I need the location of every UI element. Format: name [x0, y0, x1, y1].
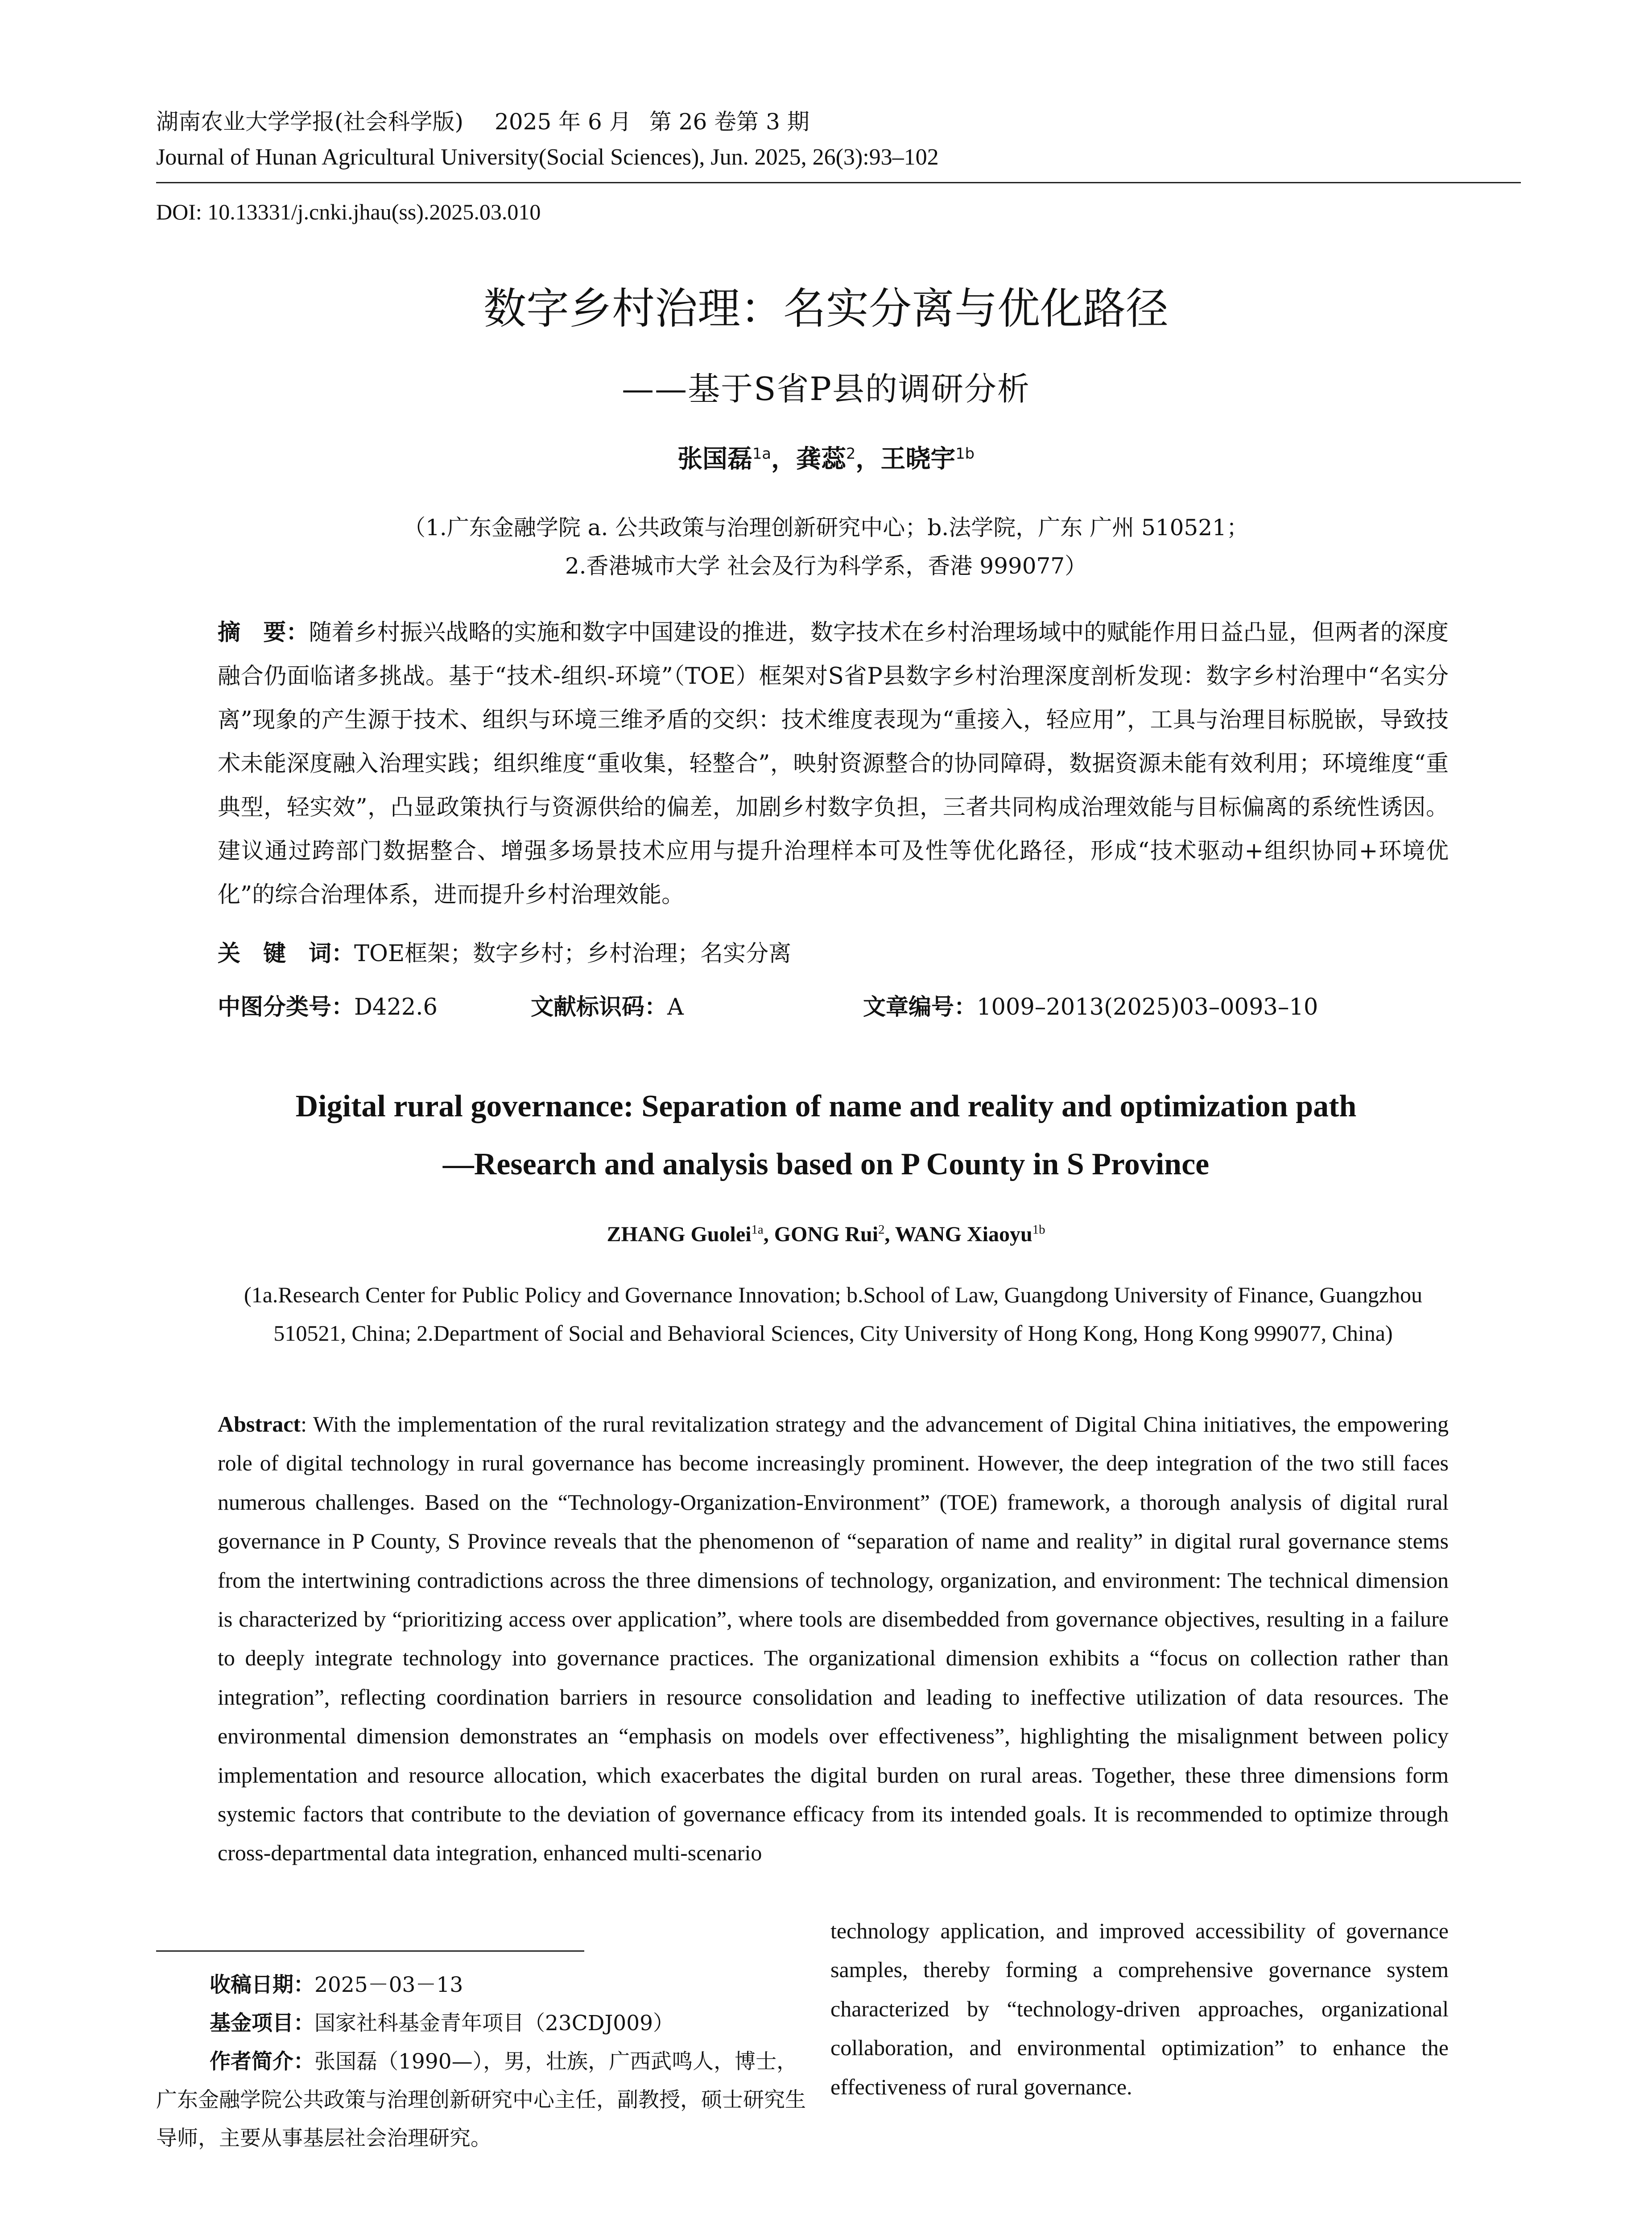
- author-en-name-0: ZHANG Guolei: [607, 1222, 752, 1246]
- article-number-label: 文章编号：: [863, 994, 977, 1020]
- author-en-affiliation-mark-0: 1a: [751, 1222, 764, 1237]
- page-subtitle-en: —Research and analysis based on P County in S Province: [442, 1147, 1210, 1181]
- header-divider: [156, 182, 1521, 183]
- footnote-author: [156, 2043, 807, 2158]
- author-bio-label: 作者简介：: [210, 2049, 314, 2074]
- page-title-cn: 数字乡村治理：名实分离与优化路径: [483, 284, 1169, 334]
- affiliation-en: (1a.Research Center for Public Policy and Governance Innovation; b.School of Law, Guangdong University of Finance, Guangzhou 510521, China; 2.Department of Social and Behavioral Sciences, City University of Hong Kong, Hong Kong 999077, China): [244, 1282, 1422, 1346]
- abstract-en: [218, 1405, 1449, 1873]
- article-number-row: [863, 987, 1318, 1028]
- author-cn-affiliation-mark-1: 2: [846, 445, 856, 463]
- author-cn-separator-1: ，: [855, 445, 881, 474]
- affiliation-cn-line-2: 2.香港城市大学 社会及行为科学系，香港 999077）: [565, 553, 1087, 579]
- footnote-divider: [156, 1950, 584, 1952]
- authors-cn: [0, 442, 1652, 477]
- fund-label: 基金项目：: [210, 2011, 314, 2036]
- author-en-separator-0: ,: [763, 1222, 774, 1246]
- abstract-en-continued: technology application, and improved accessibility of governance samples, thereby forming a comprehensive governance system characterized by “technology-driven approaches, organizational collaboration, and environmental optimization” to enhance the effectiveness of rural governance.: [830, 1918, 1449, 2099]
- keywords-cn: [218, 934, 791, 974]
- article-number-value: 1009–2013(2025)03–0093–10: [977, 994, 1318, 1020]
- author-cn-name-0: 张国磊: [677, 445, 752, 474]
- issue-volume-cn: 第 26 卷第 3 期: [649, 109, 809, 135]
- author-en-separator-1: ,: [884, 1222, 895, 1246]
- running-header-en: Journal of Hunan Agricultural University(Social Sciences), Jun. 2025, 26(3):93–102: [156, 145, 939, 170]
- abstract-cn-label: 摘 要：: [218, 619, 309, 646]
- author-bio-text: 张国磊（1990—），男，壮族，广西武鸣人，博士，广东金融学院公共政策与治理创新研究中心主任，副教授，硕士研究生导师，主要从事基层社会治理研究。: [156, 2049, 806, 2151]
- issue-date-cn: 2025 年 6 月: [495, 109, 632, 135]
- abstract-cn: [218, 611, 1449, 917]
- author-cn-affiliation-mark-2: 1b: [955, 445, 975, 463]
- doi-line: DOI: 10.13331/j.cnki.jhau(ss).2025.03.010: [156, 199, 541, 224]
- fund-text: 国家社科基金青年项目（23CDJ009）: [314, 2011, 674, 2036]
- author-cn-separator-0: ，: [771, 445, 796, 474]
- received-date: 2025－03－13: [314, 1973, 463, 1997]
- abstract-en-text: : With the implementation of the rural revitalization strategy and the advancement of Digital China initiatives, the empowering role of digital technology in rural governance has become increasingly prominent. However, the deep integration of the two still faces numerous challenges. Based on the “Technology-Organization-Environment” (TOE) framework, a thorough analysis of digital rural governance in P County, S Province reveals that the phenomenon of “separation of name and reality” in digital rural governance stems from the intertwining contradictions across the three dimensions of technology, organization, and environment: The technical dimension is characterized by “prioritizing access over application”, where tools are disembedded from governance objectives, resulting in a failure to deeply integrate technology into governance practices. The organizational dimension exhibits a “focus on collection rather than integration”, reflecting coordination barriers in resource consolidation and leading to ineffective utilization of data resources. The environmental dimension demonstrates an “emphasis on models over effectiveness”, highlighting the misalignment between policy implementation and resource allocation, which exacerbates the digital burden on rural areas. Together, these three dimensions form systemic factors that contribute to the deviation of governance efficacy from its intended goals. It is recommended to optimize through cross-departmental data integration, enhanced multi-scenario: [218, 1412, 1449, 1866]
- author-cn-name-2: 王晓宇: [880, 445, 956, 474]
- author-en-affiliation-mark-1: 2: [878, 1222, 885, 1237]
- running-header-cn: [156, 106, 809, 137]
- author-cn-affiliation-mark-0: 1a: [752, 445, 771, 463]
- page-subtitle-cn: ——基于S省P县的调研分析: [622, 370, 1030, 408]
- doc-code-label: 文献标识码：: [531, 994, 668, 1020]
- author-en-name-1: GONG Rui: [774, 1222, 879, 1246]
- clc-label: 中图分类号：: [218, 994, 355, 1020]
- classification-row: [218, 987, 438, 1028]
- author-cn-name-1: 龚蕊: [796, 445, 846, 474]
- footnote-fund: [210, 2004, 861, 2043]
- page-title-en: Digital rural governance: Separation of name and reality and optimization path: [295, 1089, 1357, 1123]
- footnote-received: [210, 1966, 861, 2004]
- abstract-en-label: Abstract: [218, 1412, 301, 1437]
- author-en-affiliation-mark-2: 1b: [1032, 1222, 1045, 1237]
- clc-value: D422.6: [354, 994, 438, 1020]
- affiliation-cn-line-1: （1.广东金融学院 a. 公共政策与治理创新研究中心；b.法学院，广东 广州 510521；: [403, 515, 1249, 541]
- authors-en: [0, 1217, 1652, 1252]
- keywords-cn-label: 关 键 词：: [218, 941, 355, 967]
- keywords-cn-text: TOE框架；数字乡村；乡村治理；名实分离: [354, 941, 792, 967]
- received-label: 收稿日期：: [210, 1973, 314, 1997]
- abstract-cn-text: 随着乡村振兴战略的实施和数字中国建设的推进，数字技术在乡村治理场域中的赋能作用日益凸显，但两者的深度融合仍面临诸多挑战。基于“技术-组织-环境”（TOE）框架对S省P县数字乡村治理深度剖析发现：数字乡村治理中“名实分离”现象的产生源于技术、组织与环境三维矛盾的交织：技术维度表现为“重接入，轻应用”，工具与治理目标脱嵌，导致技术未能深度融入治理实践；组织维度“重收集，轻整合”，映射资源整合的协同障碍，数据资源未能有效利用；环境维度“重典型，轻实效”，凸显政策执行与资源供给的偏差，加剧乡村数字负担，三者共同构成治理效能与目标偏离的系统性诱因。建议通过跨部门数据整合、增强多场景技术应用与提升治理样本可及性等优化路径，形成“技术驱动+组织协同+环境优化”的综合治理体系，进而提升乡村治理效能。: [218, 619, 1449, 908]
- journal-name-cn: 湖南农业大学学报(社会科学版): [156, 109, 464, 135]
- doc-code-value: A: [667, 994, 684, 1020]
- author-en-name-2: WANG Xiaoyu: [895, 1222, 1032, 1246]
- doc-code-row: [531, 987, 684, 1028]
